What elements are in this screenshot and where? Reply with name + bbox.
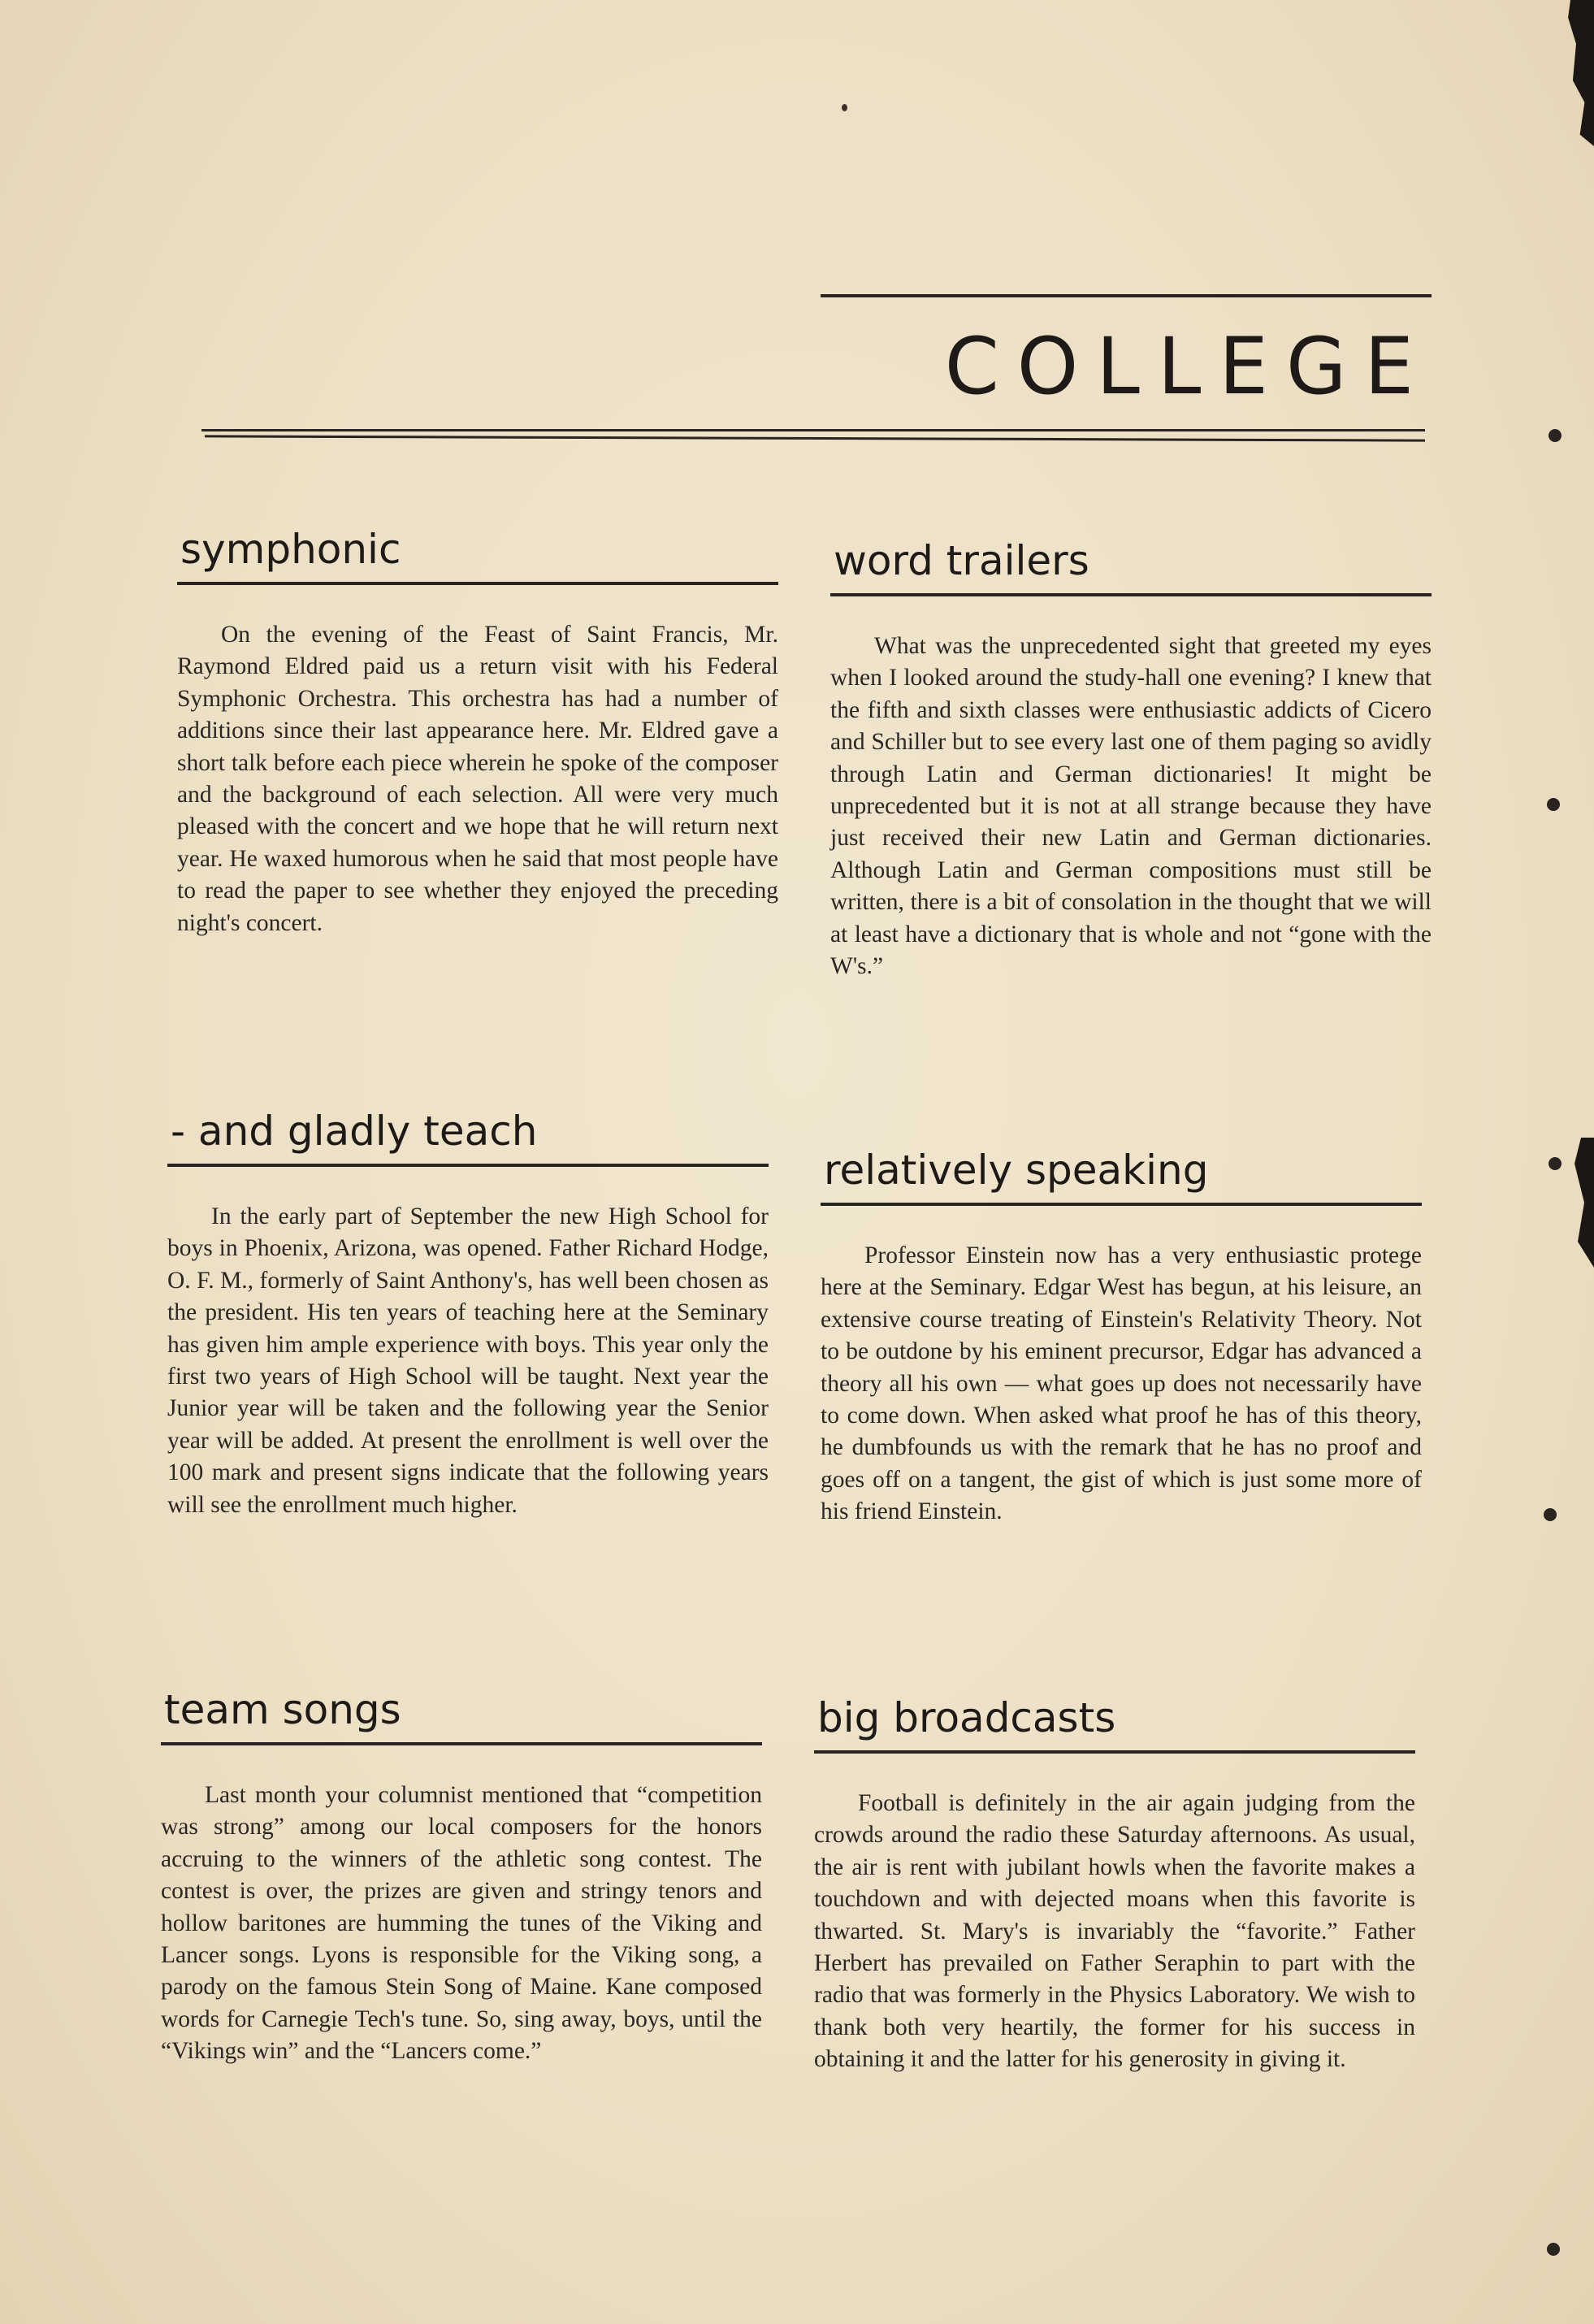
article-body: Football is definitely in the air again judging from the crowds around the radio these Saturday afternoons. As usual, the air is rent with jubilant howls when the favorite makes a touchdown and with dejected moans when this favorite is thwarted. St. Mary's is invariably the “favorite.” Father Herbert has prevailed on Father Seraphin to part with the radio that was formerly in the Physics Laboratory. We wish to thank both very heartily, the former for his success in obtaining it and the latter for his generosity in giving it.: [814, 1790, 1415, 2073]
article-relatively-speaking: [821, 1146, 1422, 1528]
ink-speck: [842, 104, 847, 111]
heading-top-rule: [821, 294, 1432, 297]
article-title-rule: [814, 1750, 1415, 1754]
article-body: Professor Einstein now has a very enthusiastic protege here at the Seminary. Edgar West has begun, at his leisure, an extensive course treating of Einstein's Relativity Theory. Not to be outdone by his eminent precursor, Edgar has advanced a theory all his own — what goes up does not necessarily have to come down. When asked what proof he has of this theory, he dumbfounds us with the remark that he has no proof and goes off on a tangent, the gist of which is just some more of his friend Einstein.: [821, 1242, 1422, 1525]
section-heading: COLLEGE: [944, 321, 1432, 412]
article-title-rule: [821, 1203, 1422, 1206]
article-body: On the evening of the Feast of Saint Francis, Mr. Raymond Eldred paid us a return visit with his Federal Symphonic Orchestra. This orchestra has had a number of additions since their last appearance here. Mr. Eldred gave a short talk before each piece wherein he spoke of the composer and the background of each selection. All were very much pleased with the concert and we hope that he will return next year. He waxed humorous when he said that most people have to read the paper to see whether they enjoyed the preceding night's concert.: [177, 622, 778, 936]
binding-hole: [1549, 1157, 1562, 1170]
article-title: symphonic: [180, 526, 401, 573]
article-title: - and gladly teach: [171, 1108, 538, 1155]
binding-hole: [1549, 429, 1562, 442]
heading-double-rule: [205, 435, 1425, 441]
article-word-trailers: [830, 536, 1432, 982]
torn-edge: [1562, 1138, 1594, 1268]
article-title: team songs: [164, 1686, 401, 1733]
article-title-rule: [177, 582, 778, 585]
heading-double-rule: [201, 429, 1425, 431]
article-body: In the early part of September the new High School for boys in Phoenix, Arizona, was opened. Father Richard Hodge, O. F. M., formerly of Saint Anthony's, has well been chosen as the president. His ten years of teaching here at the Seminary has given him ample experience with boys. This year only the first two years of High School will be taught. Next year the Junior year will be taken and the following year the Senior year will be added. At present the enrollment is well over the 100 mark and present signs indicate that the following years will see the enrollment much higher.: [167, 1203, 769, 1518]
article-title-rule: [161, 1742, 762, 1745]
article-title-rule: [830, 593, 1432, 596]
binding-hole: [1547, 798, 1560, 811]
article-big-broadcasts: [814, 1693, 1415, 2076]
article-team-songs: [161, 1685, 762, 2068]
article-body: Last month your columnist mentioned that “competition was strong” among our local composers for the honors accruing to the winners of the athletic song contest. The contest is over, the prizes are given and stringy tenors and hollow baritones are humming the tunes of the Viking and Lancer songs. Lyons is responsible for the Viking song, a parody on the famous Stein Song of Maine. Kane composed words for Carnegie Tech's tune. So, sing away, boys, until the “Vikings win” and the “Lancers come.”: [161, 1782, 762, 2065]
article-title-rule: [167, 1164, 769, 1167]
article-body: What was the unprecedented sight that greeted my eyes when I looked around the study-hall one evening? I knew that the fifth and sixth classes were enthusiastic addicts of Cicero and Schiller but to see every last one of them paging so avidly through Latin and German dictionaries! It might be unprecedented but it is not at all strange because they have just received their new Latin and German dictionaries. Although Latin and German compositions must still be written, there is a bit of consolation in the thought that we will at least have a dictionary that is whole and not “gone with the W's.”: [830, 633, 1432, 980]
article-title: relatively speaking: [824, 1147, 1209, 1194]
article-symphonic: [177, 525, 778, 939]
binding-hole: [1547, 2243, 1560, 2256]
article-title: big broadcasts: [817, 1694, 1116, 1741]
article-title: word trailers: [834, 537, 1089, 584]
torn-edge: [1547, 0, 1594, 146]
article-and-gladly-teach: [167, 1107, 769, 1521]
binding-hole: [1544, 1508, 1557, 1521]
